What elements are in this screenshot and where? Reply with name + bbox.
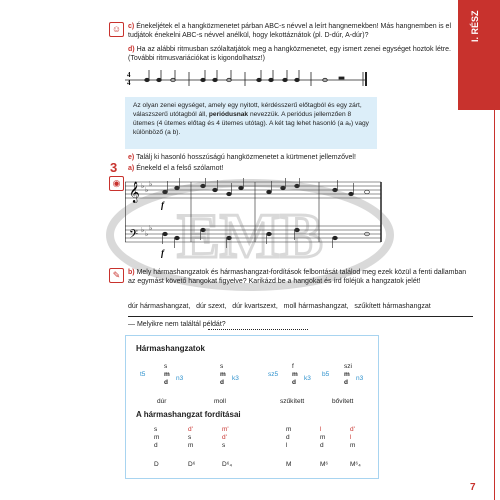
rhythm-staff [125, 66, 370, 88]
triad-interval-left: t5 [140, 371, 146, 378]
triad-note-mid: m [292, 371, 298, 378]
inv-label: M⁶ [320, 461, 329, 468]
inv-label: M [286, 461, 292, 468]
triad-name: dúr [157, 398, 167, 405]
inv-note-mid: s [188, 434, 192, 441]
inv-note-top: l [320, 426, 322, 433]
triads-title: Hármashangzatok [136, 344, 205, 353]
triad-note-top: s [220, 363, 224, 370]
task-b-letter: b) [128, 269, 135, 276]
triad-note-top: szi [344, 363, 352, 370]
triad-name: bővített [332, 398, 354, 405]
triad-interval-right: n3 [356, 375, 364, 382]
inv-note-bot: d [154, 442, 158, 449]
triad-name: moll [214, 398, 226, 405]
section-tab-label: I. RÉSZ [470, 10, 480, 42]
inv-note-mid: l [350, 434, 352, 441]
dynamic-bottom: f [161, 248, 164, 258]
triad-note-bot: d [220, 379, 224, 386]
inv-note-mid: m [154, 434, 160, 441]
inv-note-bot: m [188, 442, 194, 449]
task-d [128, 45, 468, 64]
triad-interval-right: k3 [232, 375, 239, 382]
task-3a-letter: a) [128, 165, 135, 172]
task-c-text: Énekeljétek el a hangközmenetet párban ABC-s névvel a leírt hangnemekben! Más hangnemben is el tudjátok énekelni ABC-s névvel anélkül, hogy lekottáznátok (pl. D-dúr, A-dúr)? [128, 23, 451, 40]
word-list: dúr hármashangzat, dúr szext, dúr kvartszext, moll hármashangzat, szűkített hármashangzat [128, 303, 431, 310]
task-3a [128, 164, 428, 173]
inversions-title: A hármashangzat fordításai [136, 410, 241, 419]
inv-label: D [154, 461, 159, 468]
answer-line-1 [128, 316, 473, 317]
task-number: 3 [110, 160, 118, 175]
reference-box [125, 335, 379, 479]
task-d-text: Ha az alábbi ritmusban szólaltatjátok meg a hangközmenetet, egy ismert zenei egységet hoztok létre. (További ritmusvariációkat is kigondolhatsz!) [128, 46, 451, 63]
info-bold-word: periódusnak [208, 111, 249, 118]
bass-clef: 𝄢 [129, 228, 139, 244]
svg-text:♭: ♭ [149, 224, 153, 232]
triad-note-mid: m [164, 371, 170, 378]
triad-note-top: f [292, 363, 294, 370]
inv-note-bot: s [222, 442, 226, 449]
inv-note-top: m [286, 426, 292, 433]
triad-interval-right: n3 [176, 375, 184, 382]
info-text-after: nevezzük. A periódus jellemzően 8 ütemes (4 ütemes előtag és 4 ütemes utótag). A két tag lehet hasonló (a aᵥ) vagy különböző (a b). [133, 111, 369, 136]
question: — Melyikre nem találtál példát? [128, 321, 226, 328]
info-box-text [133, 101, 371, 137]
svg-text:♭: ♭ [149, 180, 153, 188]
inv-label: D⁶ [188, 461, 196, 468]
info-box [125, 97, 377, 149]
task-b [128, 268, 468, 287]
svg-text:♭: ♭ [145, 186, 149, 194]
triad-interval-left: sz5 [268, 371, 279, 378]
group-work-icon: ☺ [109, 22, 124, 37]
answer-line-2[interactable] [208, 329, 308, 331]
task-3a-text: Énekeld el a felső szólamot! [136, 165, 224, 172]
inv-note-top: d' [350, 426, 355, 433]
inv-note-bot: m [350, 442, 356, 449]
inv-note-bot: d [320, 442, 324, 449]
task-b-text: Mely hármashangzatok és hármashangzat-fordítások felbontását találod meg ezek közül a fenti dallamban az egymást követő hangokat figyelve? Karikázd be a hangokat és írd föléjük a hangzatok jelét! [128, 269, 467, 286]
time-sig-top: 4 [127, 71, 131, 79]
pencil-icon: ✎ [109, 268, 124, 283]
task-d-letter: d) [128, 46, 135, 53]
inv-label: D⁶₄ [222, 461, 233, 468]
dynamic-top: f [161, 200, 164, 210]
triad-note-bot: d [344, 379, 348, 386]
triad-note-mid: m [344, 371, 350, 378]
triad-name: szűkített [280, 398, 305, 405]
info-text-before: Az olyan zenei egységet, amely egy nyitott, kérdésszerű előtagból és egy zárt, válaszszerű utótagból áll, [133, 102, 362, 118]
inv-note-bot: l [286, 442, 288, 449]
watermark-text: EMB [177, 200, 323, 271]
inv-note-top: s [154, 426, 158, 433]
svg-text:♭: ♭ [145, 230, 149, 238]
svg-text:♭: ♭ [141, 182, 145, 190]
task-c-letter: c) [128, 23, 135, 30]
page-number: 7 [470, 482, 476, 493]
music-score [125, 178, 383, 260]
task-c [128, 22, 468, 41]
inv-note-mid: d' [222, 434, 227, 441]
task-e [128, 153, 468, 162]
triad-note-bot: d [164, 379, 168, 386]
inv-note-top: d' [188, 426, 193, 433]
side-border [494, 110, 495, 500]
triad-note-top: s [164, 363, 168, 370]
task-e-letter: e) [128, 154, 135, 161]
inv-note-top: m' [222, 426, 229, 433]
triad-interval-right: k3 [304, 375, 311, 382]
triad-note-bot: d [292, 379, 296, 386]
time-sig-bottom: 4 [127, 79, 131, 87]
inv-note-mid: d [286, 434, 290, 441]
triad-interval-left: b5 [322, 371, 330, 378]
triad-note-mid: m [220, 371, 226, 378]
treble-clef: 𝄞 [129, 182, 140, 203]
svg-text:♭: ♭ [141, 226, 145, 234]
inv-label: M⁶₄ [350, 461, 361, 468]
listen-icon: ◉ [109, 176, 124, 191]
inv-note-mid: m [320, 434, 326, 441]
question-text: Melyikre nem találtál példát? [136, 321, 226, 328]
task-e-text: Találj ki hasonló hosszúságú hangközmenetet a kürtmenet jellemzővel! [136, 154, 356, 161]
